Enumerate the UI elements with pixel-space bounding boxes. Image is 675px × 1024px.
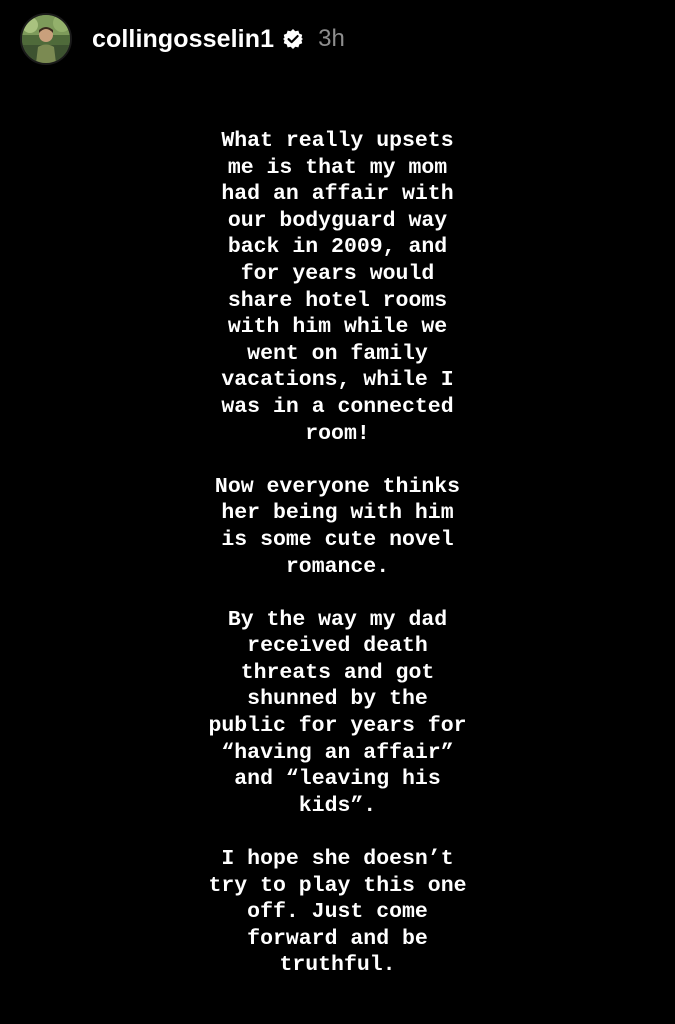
username[interactable]: collingosselin1 [92, 24, 275, 53]
post-timestamp: 3h [318, 25, 345, 52]
story-paragraph: By the way my dad received death threats and got shunned by the public for years for “having an affair” and “leaving his kids”. [208, 607, 467, 818]
story-paragraph: What really upsets me is that my mom had an affair with our bodyguard way back in 2009, and for years would share hotel rooms with him while we went on family vacations, while I was in a connected room! [221, 129, 454, 446]
verified-badge-icon [282, 28, 304, 50]
story-header [20, 12, 345, 66]
story-paragraph: I hope she doesn’t try to play this one off. Just come forward and be truthful. [208, 847, 467, 978]
profile-photo-icon[interactable] [20, 13, 72, 65]
story-text-block [0, 128, 675, 979]
story-paragraph: Now everyone thinks her being with him is some cute novel romance. [214, 474, 461, 579]
